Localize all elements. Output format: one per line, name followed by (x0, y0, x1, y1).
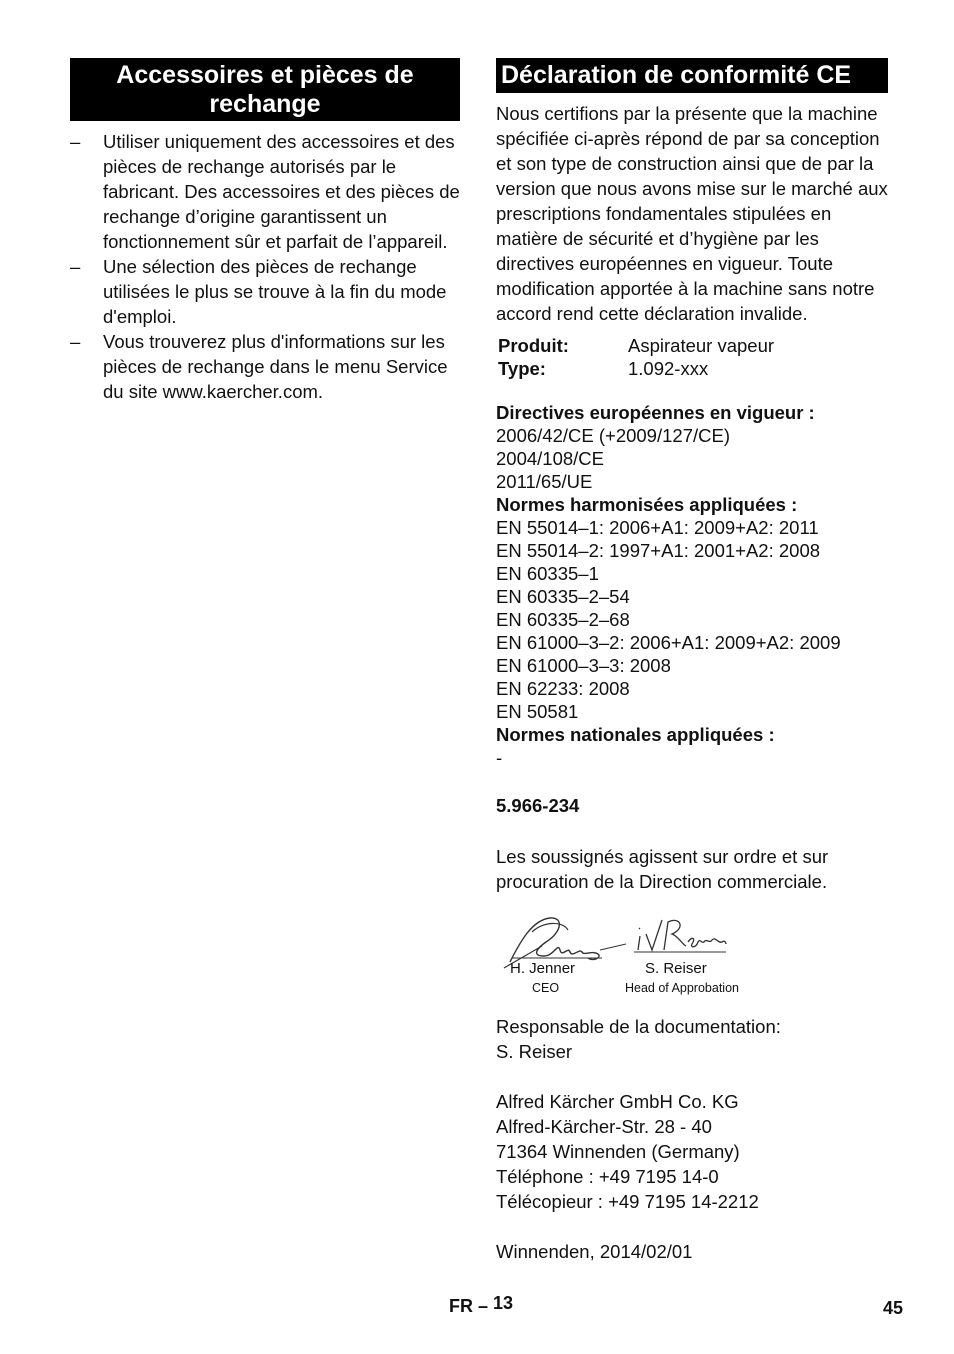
document-number: 5.966-234 (496, 795, 580, 816)
type-value: 1.092-xxx (628, 358, 709, 379)
directives-label: Directives européennes en vigueur : (496, 402, 815, 423)
standard-line: EN 60335–1 (496, 563, 599, 584)
right-column (496, 58, 888, 1264)
address-line: 71364 Winnenden (Germany) (496, 1141, 740, 1162)
address-line: Alfred Kärcher GmbH Co. KG (496, 1091, 739, 1112)
footer-lang: FR (449, 1296, 473, 1316)
signature-reiser (634, 914, 729, 956)
address-line: Télécopieur : +49 7195 14-2212 (496, 1191, 759, 1212)
footer-dash: – (478, 1296, 489, 1316)
standard-line: EN 61000–3–3: 2008 (496, 655, 671, 676)
list-item: – Vous trouverez plus d'informations sur les pièces de rechange dans le menu Service du site www.kaercher.com. (70, 331, 448, 402)
standard-line: EN 50581 (496, 701, 579, 722)
standard-line: EN 62233: 2008 (496, 678, 630, 699)
signer2-name: S. Reiser (645, 960, 707, 977)
left-column (70, 58, 460, 404)
signer1-role: CEO (532, 981, 560, 995)
address-line: Téléphone : +49 7195 14-0 (496, 1166, 719, 1187)
accessories-heading: Accessoires et pièces de rechange (70, 58, 460, 121)
list-item: – Une sélection des pièces de rechange utilisées le plus se trouve à la fin du mode d'emploi. (70, 256, 447, 327)
national-value: - (496, 747, 503, 768)
dash-bullet: – (70, 331, 81, 352)
directives-block (496, 401, 888, 769)
directive-line: 2011/65/UE (496, 471, 593, 492)
standard-line: EN 60335–2–68 (496, 609, 630, 630)
type-label: Type: (498, 358, 546, 379)
signature-area (496, 912, 888, 1002)
place-date: Winnenden, 2014/02/01 (496, 1241, 693, 1262)
standard-line: EN 55014–2: 1997+A1: 2001+A2: 2008 (496, 540, 821, 561)
standard-line: EN 61000–3–2: 2006+A1: 2009+A2: 2009 (496, 632, 841, 653)
dash-bullet: – (70, 256, 81, 277)
standard-line: EN 60335–2–54 (496, 586, 630, 607)
doc-responsible-label: Responsable de la documentation: (496, 1016, 781, 1037)
page-number: 45 (883, 1298, 904, 1318)
product-value: Aspirateur vapeur (628, 335, 775, 356)
footer-section-label (449, 1293, 514, 1317)
doc-responsible (496, 1014, 888, 1064)
national-label: Normes nationales appliquées : (496, 724, 775, 745)
company-address (496, 1089, 888, 1214)
directive-line: 2004/108/CE (496, 448, 605, 469)
product-label: Produit: (498, 335, 569, 356)
signer2-role: Head of Approbation (625, 981, 739, 995)
address-line: Alfred-Kärcher-Str. 28 - 40 (496, 1116, 712, 1137)
footer-section-page: 13 (493, 1293, 514, 1313)
declaration-intro: Nous certifions par la présente que la machine spécifiée ci-après répond de par sa conception et son type de construction ainsi que de par la version que nous avons mise sur le marché aux prescriptions fondamentales stipulées en matière de sécurité et d’hygiène par les directives européennes en vigueur. Toute modification apportée à la machine sans notre accord rend cette déclaration invalide. (496, 103, 888, 324)
declaration-heading: Déclaration de conformité CE (496, 58, 888, 93)
standard-line: EN 55014–1: 2006+A1: 2009+A2: 2011 (496, 517, 819, 538)
signer1-name: H. Jenner (510, 960, 576, 977)
directive-line: 2006/42/CE (+2009/127/CE) (496, 425, 730, 446)
doc-responsible-name: S. Reiser (496, 1041, 573, 1062)
undersigned-text: Les soussignés agissent sur ordre et sur procuration de la Direction commerciale. (496, 846, 829, 892)
dash-bullet: – (70, 131, 81, 152)
product-spec-table (496, 334, 774, 380)
accessories-list (70, 129, 460, 404)
harmonised-label: Normes harmonisées appliquées : (496, 494, 798, 515)
list-item: – Utiliser uniquement des accessoires et des pièces de rechange autorisés par le fabricant. Des accessoires et des pièces de rechange d’origine garantissent un fonctionnement sûr et parfait de l’appareil. (70, 131, 460, 252)
